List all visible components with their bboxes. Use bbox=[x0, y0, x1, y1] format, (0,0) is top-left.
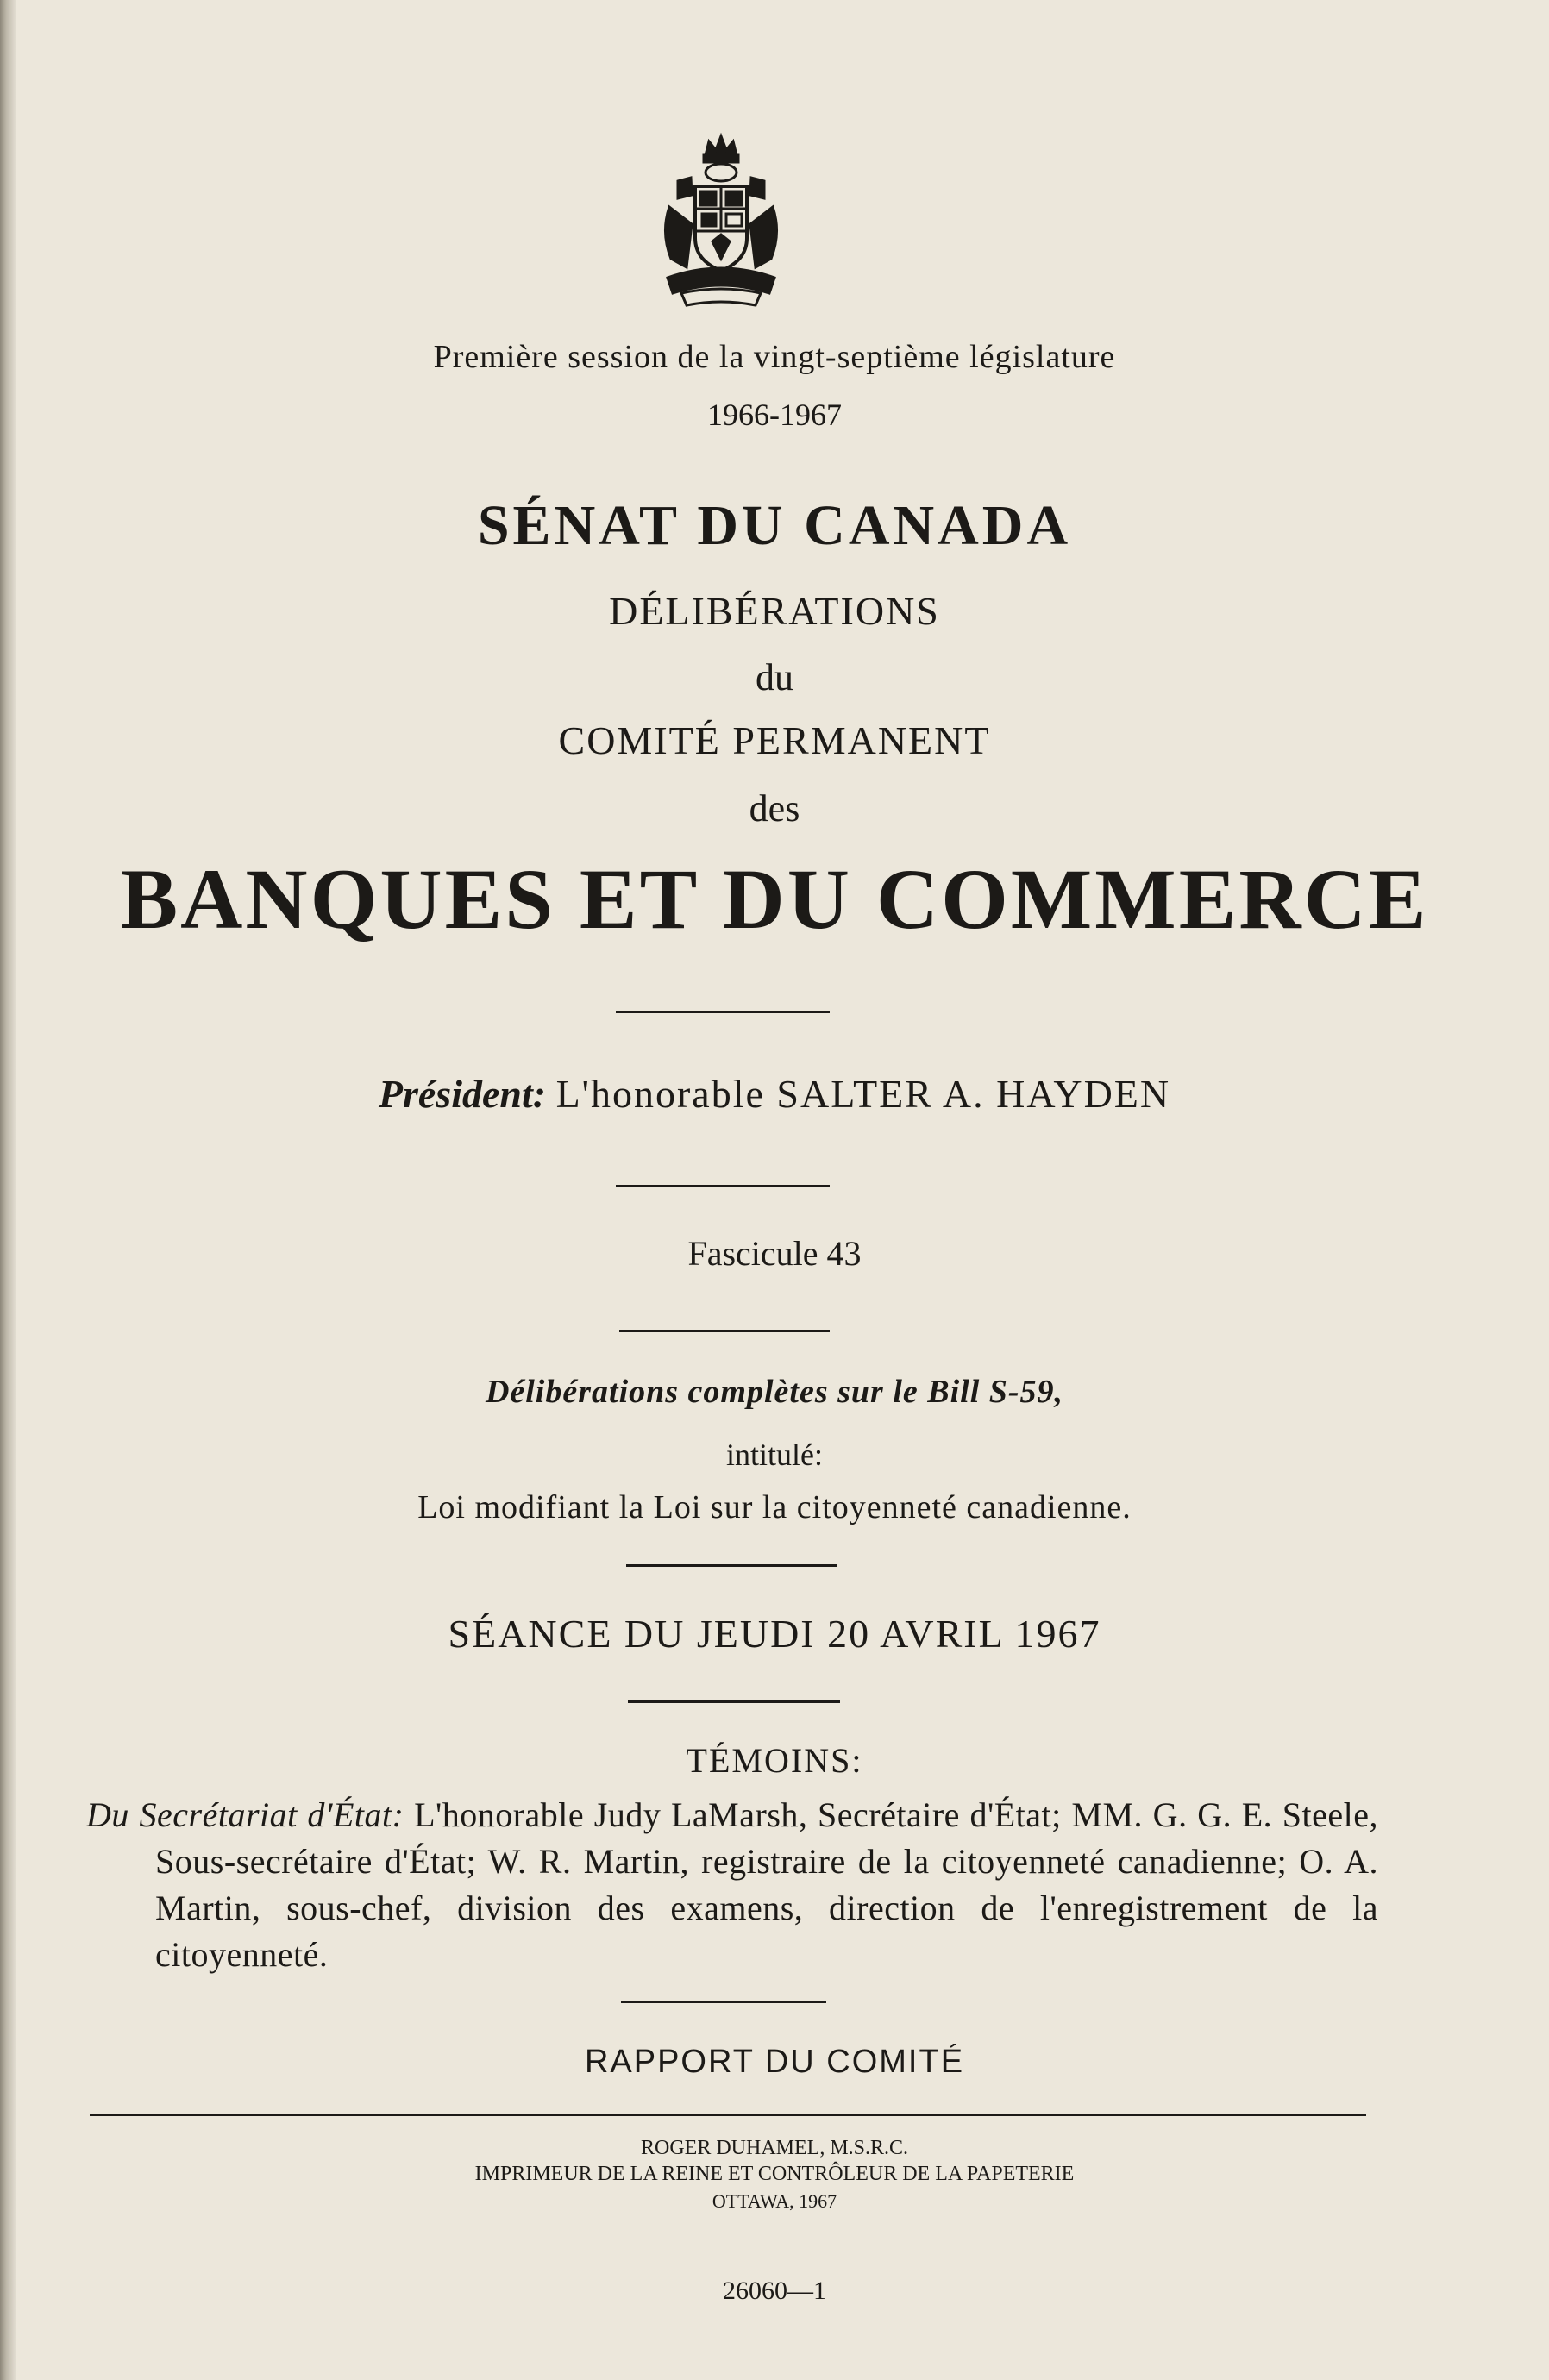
witnesses-list: L'honorable Judy LaMarsh, Secrétaire d'État; MM. G. G. E. Steele, Sous-secrétaire d'État; W. R. Martin, registraire de la citoyenneté canadienne; O. A. Martin, sous-chef, division des examens, direction de l'enregistrement de la citoyenneté. bbox=[155, 1795, 1379, 1974]
witnesses-paragraph bbox=[86, 1792, 1379, 1978]
report-heading: RAPPORT DU COMITÉ bbox=[584, 2044, 965, 2080]
printer-name: ROGER DUHAMEL, M.S.R.C. bbox=[640, 2137, 909, 2159]
divider bbox=[628, 1700, 840, 1703]
divider bbox=[616, 1185, 830, 1187]
footer-rule bbox=[90, 2114, 1366, 2116]
printer-place: OTTAWA, 1967 bbox=[712, 2190, 837, 2212]
committee-name: BANQUES ET DU COMMERCE bbox=[120, 851, 1429, 947]
divider bbox=[626, 1564, 837, 1567]
chair-name: L'honorable SALTER A. HAYDEN bbox=[555, 1072, 1171, 1116]
witnesses-heading: TÉMOINS: bbox=[686, 1741, 863, 1780]
chair-label: Président: bbox=[378, 1072, 547, 1116]
proceedings-heading: DÉLIBÉRATIONS bbox=[609, 589, 940, 633]
issue-number: Fascicule 43 bbox=[687, 1234, 862, 1273]
bill-title: Délibérations complètes sur le Bill S-59, bbox=[485, 1374, 1064, 1410]
bill-description: Loi modifiant la Loi sur la citoyenneté canadienne. bbox=[417, 1489, 1132, 1525]
divider bbox=[616, 1011, 830, 1013]
connector-du: du bbox=[756, 656, 793, 698]
bill-intitule: intitulé: bbox=[726, 1437, 823, 1472]
connector-des: des bbox=[749, 787, 800, 830]
chair-line bbox=[0, 1071, 1549, 1117]
session-line: Première session de la vingt-septième législature bbox=[433, 339, 1116, 375]
divider bbox=[619, 1330, 830, 1332]
print-code: 26060—1 bbox=[723, 2277, 826, 2305]
sitting-date: SÉANCE DU JEUDI 20 AVRIL 1967 bbox=[448, 1612, 1101, 1656]
session-years: 1966-1967 bbox=[707, 398, 842, 432]
committee-heading: COMITÉ PERMANENT bbox=[558, 718, 991, 762]
divider bbox=[621, 2001, 826, 2003]
witnesses-source: Du Secrétariat d'État: bbox=[86, 1795, 404, 1834]
institution-title: SÉNAT DU CANADA bbox=[477, 494, 1072, 557]
printer-title: IMPRIMEUR DE LA REINE ET CONTRÔLEUR DE LA PAPETERIE bbox=[474, 2163, 1075, 2185]
coat-of-arms-icon bbox=[652, 129, 790, 310]
